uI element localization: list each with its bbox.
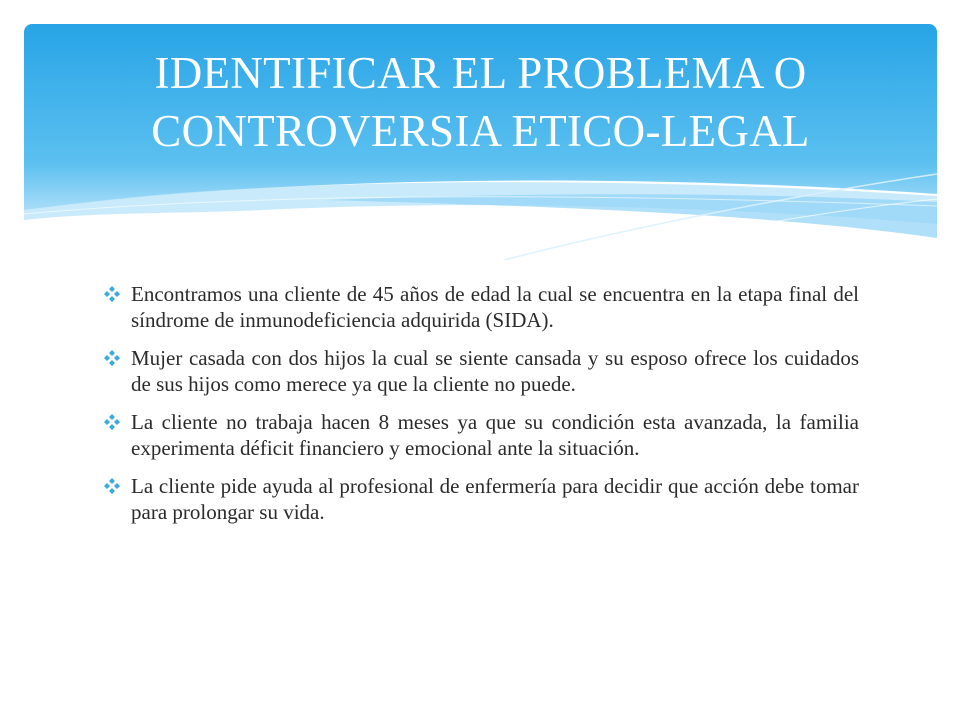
bullet-text: Encontramos una cliente de 45 años de edad la cual se encuentra en la etapa final del síndrome de inmunodeficiencia adquirida (SIDA).: [131, 282, 859, 332]
bullet-item: [103, 281, 859, 333]
bullet-list: [103, 281, 859, 537]
diamond-cluster-icon: [103, 413, 121, 431]
bullet-text: Mujer casada con dos hijos la cual se siente cansada y su esposo ofrece los cuidados de sus hijos como merece ya que la cliente no puede.: [131, 346, 859, 396]
bullet-text: La cliente no trabaja hacen 8 meses ya que su condición esta avanzada, la familia experimenta déficit financiero y emocional ante la situación.: [131, 410, 859, 460]
bullet-item: [103, 409, 859, 461]
slide-title-line-2: CONTROVERSIA ETICO-LEGAL: [151, 106, 810, 156]
diamond-cluster-icon: [103, 477, 121, 495]
slide-title-line-1: IDENTIFICAR EL PROBLEMA O: [154, 48, 807, 98]
diamond-cluster-icon: [103, 285, 121, 303]
diamond-cluster-icon: [103, 349, 121, 367]
bullet-item: [103, 473, 859, 525]
slide-title: [24, 44, 937, 160]
bullet-text: La cliente pide ayuda al profesional de enfermería para decidir que acción debe tomar para prolongar su vida.: [131, 474, 859, 524]
bullet-item: [103, 345, 859, 397]
